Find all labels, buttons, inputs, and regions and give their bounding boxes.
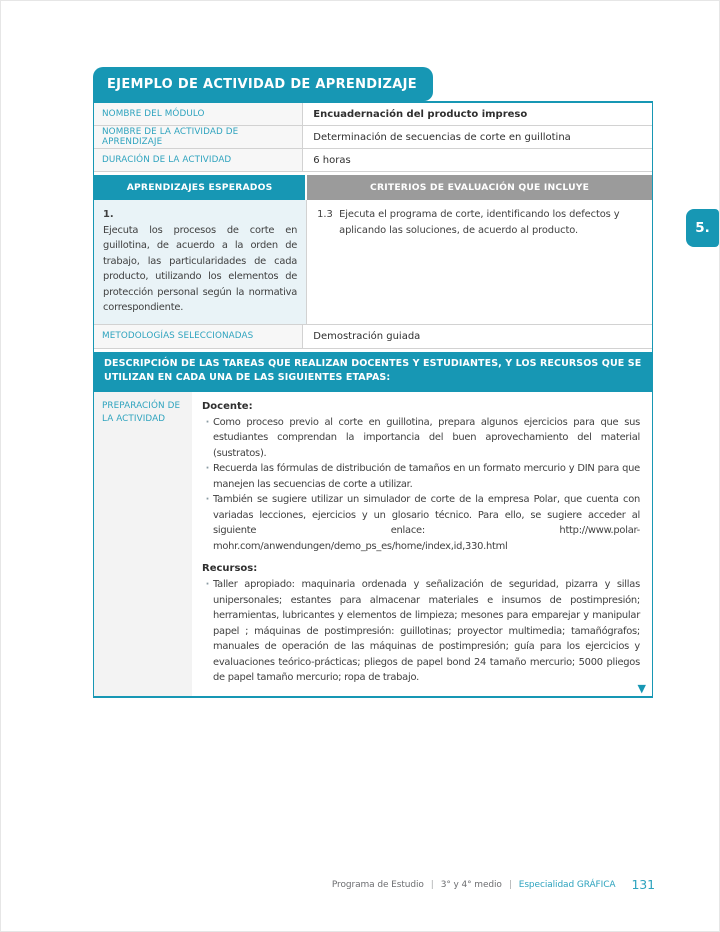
footer-separator: | <box>508 879 512 890</box>
page-footer <box>332 877 655 892</box>
page-title: EJEMPLO DE ACTIVIDAD DE APRENDIZAJE <box>107 76 417 92</box>
list-item: · Como proceso previo al corte en guillotina, prepara algunos ejercicios para que sus estudiantes comprendan la importancia del buen aprovechamiento del material (sustratos). <box>202 415 640 462</box>
activity-table <box>93 101 653 698</box>
bullet-icon: · <box>205 416 210 428</box>
duration-label: DURACIÓN DE LA ACTIVIDAD <box>94 149 303 171</box>
footer-specialty: Especialidad GRÁFICA <box>518 879 616 890</box>
activity-name-value: Determinación de secuencias de corte en guillotina <box>313 131 571 143</box>
criterio-number: 1.3 <box>317 209 333 220</box>
preparacion-content <box>192 392 652 696</box>
criterio-cell <box>307 200 652 324</box>
activity-example-title-tab <box>93 67 433 101</box>
docente-heading: Docente: <box>202 400 253 412</box>
table-row <box>94 149 652 172</box>
recursos-block <box>202 563 640 686</box>
bullet-icon: · <box>205 579 210 590</box>
preparacion-row <box>94 392 652 696</box>
footer-program: Programa de Estudio <box>331 879 424 890</box>
page-number: 131 <box>631 877 655 892</box>
list-item: · Recuerda las fórmulas de distribución de tamaños en un formato mercurio y DIN para que manejen las secuencias de corte a utilizar. <box>202 461 640 492</box>
bullet-icon: · <box>205 494 210 505</box>
table-row <box>94 325 652 349</box>
footer-grade: 3° y 4° medio <box>440 879 502 890</box>
esperados-content-row <box>94 200 652 325</box>
metodologias-value: Demostración guiada <box>313 330 421 342</box>
table-row <box>94 103 652 126</box>
preparacion-label: PREPARACIÓN DE LA ACTIVIDAD <box>94 392 192 696</box>
metodologias-label: METODOLOGÍAS SELECCIONADAS <box>94 325 303 348</box>
criterio-text: Ejecuta el programa de corte, identificando los defectos y aplicando las soluciones, de acuerdo al producto. <box>339 209 620 236</box>
aprendizaje-cell <box>94 200 307 324</box>
list-item: · Taller apropiado: maquinaria ordenada y señalización de seguridad, pizarra y sillas unipersonales; estantes para almacenar materiales e insumos de postimpresión; herramientas, lubricantes y elementos de limpieza; mesones para emparejar y manipular papel ; máquinas de postimpresión: guillotinas; proyector multimedia; tamañógrafos; manuales de operación de las máquinas de postimpresión; guía para los ejercicios y evaluaciones teórico-prácticas; pliegos de papel bond 24 tamaño mercurio; 5000 pliegos de papel tamaño mercurio; ropa de trabajo. <box>202 577 640 686</box>
recursos-bullet-list <box>202 577 640 686</box>
aprendizaje-text: Ejecuta los procesos de corte en guillotina, de acuerdo a la orden de trabajo, las particularidades de cada producto, utilizando los elementos de protección personal según la normativa correspondiente. <box>103 224 298 313</box>
aprendizajes-header: APRENDIZAJES ESPERADOS <box>94 175 305 200</box>
criterios-header: CRITERIOS DE EVALUACIÓN QUE INCLUYE <box>307 175 652 200</box>
chapter-side-tab[interactable] <box>686 209 719 247</box>
module-name-label: NOMBRE DEL MÓDULO <box>94 103 303 125</box>
duration-value: 6 horas <box>313 154 351 166</box>
expand-arrow-icon[interactable]: ▼ <box>637 681 646 695</box>
module-name-value: Encuadernación del producto impreso <box>313 108 528 120</box>
table-row <box>94 126 652 149</box>
activity-name-label: NOMBRE DE LA ACTIVIDAD DE APRENDIZAJE <box>94 126 303 148</box>
descripcion-banner: DESCRIPCIÓN DE LAS TAREAS QUE REALIZAN DOCENTES Y ESTUDIANTES, Y LOS RECURSOS QUE SE UTILIZAN EN CADA UNA DE LAS SIGUIENTES ETAPAS: <box>94 352 652 392</box>
bullet-icon: · <box>205 463 210 474</box>
recursos-heading: Recursos: <box>202 563 258 574</box>
docente-bullet-list <box>202 415 640 555</box>
aprendizaje-number: 1. <box>103 209 114 220</box>
footer-separator: | <box>430 879 434 890</box>
section-header-row <box>94 175 652 200</box>
list-item: · También se sugiere utilizar un simulador de corte de la empresa Polar, que cuenta con variadas lecciones, ejercicios y un glosario técnico. Para ello, se sugiere acceder al siguiente enlace: http://www.polar-mohr.com/anwendungen/demo_ps_es/home/index,id,330.html <box>202 492 640 554</box>
chapter-number: 5. <box>695 220 710 236</box>
